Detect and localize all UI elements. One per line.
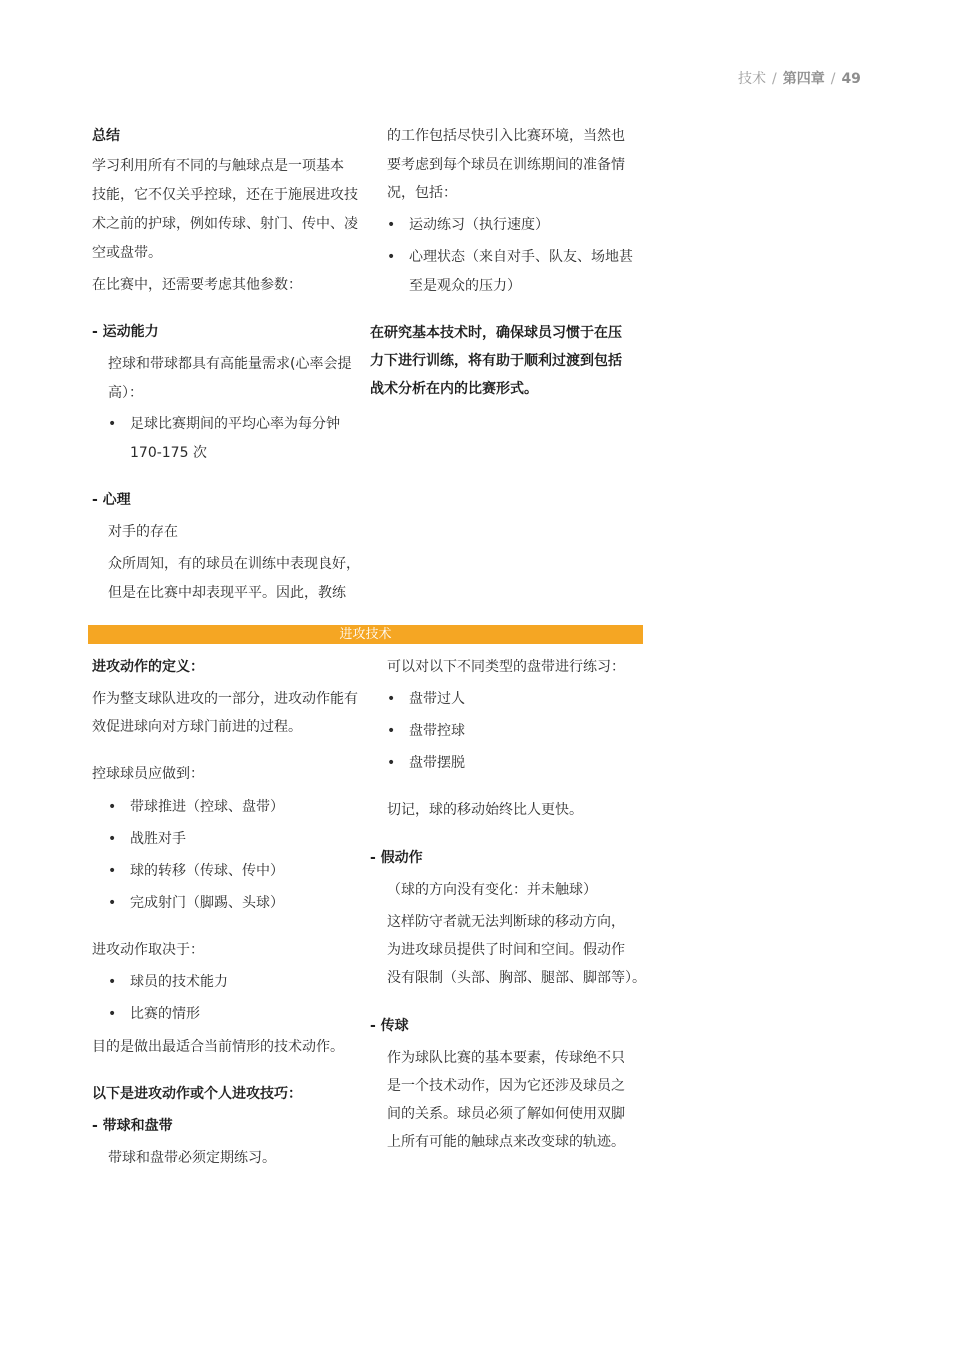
definition-text: 作为整支球队进攻的一部分，进攻动作能有: [92, 691, 358, 707]
bullet-icon: •: [108, 799, 117, 815]
passing-text: 是一个技术动作，因为它还涉及球员之: [387, 1078, 625, 1094]
bullet-icon: •: [108, 895, 117, 911]
chapter-label: 第四章: [782, 71, 825, 87]
psychology-text: 众所周知，有的球员在训练中表现良好，: [108, 556, 360, 572]
dribble-types-intro: 可以对以下不同类型的盘带进行练习：: [387, 659, 625, 675]
summary-text: 术之前的护球，例如传球、射门、传中、凌: [92, 216, 358, 232]
bullet-text: 盘带控球: [409, 723, 465, 739]
bullet-icon: •: [387, 249, 396, 265]
reminder-text: 切记，球的移动始终比人更快。: [387, 802, 583, 818]
subsection-title-feint: - 假动作: [370, 850, 423, 866]
bullet-text: 带球推进（控球、盘带）: [130, 799, 284, 815]
bullet-icon: •: [108, 1006, 117, 1022]
key-point-text: 在研究基本技术时，确保球员习惯于在压: [370, 325, 622, 341]
feint-text: 这样防守者就无法判断球的移动方向，: [387, 914, 625, 930]
bullet-text: 球员的技术能力: [130, 974, 228, 990]
passing-text: 间的关系。球员必须了解如何使用双脚: [387, 1106, 625, 1122]
summary-text: 学习利用所有不同的与触球点是一项基本: [92, 158, 344, 174]
bullet-text: 170-175 次: [130, 445, 207, 461]
should-intro: 控球球员应做到：: [92, 766, 204, 782]
passing-text: 上所有可能的触球点来改变球的轨迹。: [387, 1134, 625, 1150]
summary-text: 技能，它不仅关乎控球，还在于施展进攻技: [92, 187, 358, 203]
subsection-title-dribbling: - 带球和盘带: [92, 1118, 173, 1134]
header-separator: /: [772, 71, 777, 87]
page-number: 49: [841, 71, 861, 87]
feint-text: 没有限制（头部、胸部、腿部、脚部等）。: [387, 970, 646, 986]
bullet-text: 比赛的情形: [130, 1006, 200, 1022]
summary-heading: 总结: [92, 128, 120, 144]
header-separator: /: [830, 71, 836, 87]
key-point-text: 战术分析在内的比赛形式。: [370, 381, 538, 397]
bullet-icon: •: [108, 863, 117, 879]
bullet-text: 战胜对手: [130, 831, 186, 847]
bullet-icon: •: [387, 755, 396, 771]
continued-text: 的工作包括尽快引入比赛环境，当然也: [387, 128, 625, 144]
section-label: 技术: [738, 71, 766, 87]
bullet-text: 盘带摆脱: [409, 755, 465, 771]
feint-subtitle: （球的方向没有变化：并未触球）: [387, 882, 597, 898]
section-banner: 进攻技术: [88, 625, 643, 644]
passing-text: 作为球队比赛的基本要素，传球绝不只: [387, 1050, 625, 1066]
bullet-icon: •: [108, 974, 117, 990]
bullet-icon: •: [387, 723, 396, 739]
feint-text: 为进攻球员提供了时间和空间。假动作: [387, 942, 625, 958]
subsection-title-athletic: - 运动能力: [92, 324, 159, 340]
page-header: [738, 68, 861, 88]
bullet-text: 足球比赛期间的平均心率为每分钟: [130, 416, 340, 432]
depends-intro: 进攻动作取决于：: [92, 942, 204, 958]
bullet-icon: •: [108, 416, 117, 432]
psychology-text: 但是在比赛中却表现平平。因此，教练: [108, 585, 346, 601]
parameters-intro: 在比赛中，还需要考虑其他参数：: [92, 277, 302, 293]
bullet-text: 盘带过人: [409, 691, 465, 707]
bullet-icon: •: [108, 831, 117, 847]
dribbling-text: 带球和盘带必须定期练习。: [108, 1150, 276, 1166]
psychology-text: 对手的存在: [108, 524, 178, 540]
athletic-text: 高）：: [108, 385, 143, 401]
techniques-heading: 以下是进攻动作或个人进攻技巧：: [92, 1086, 302, 1102]
continued-text: 要考虑到每个球员在训练期间的准备情: [387, 157, 625, 173]
bullet-icon: •: [387, 217, 396, 233]
goal-text: 目的是做出最适合当前情形的技术动作。: [92, 1039, 344, 1055]
continued-text: 况，包括：: [387, 185, 457, 201]
subsection-title-passing: - 传球: [370, 1018, 409, 1034]
definition-heading: 进攻动作的定义：: [92, 659, 204, 675]
athletic-text: 控球和带球都具有高能量需求(心率会提: [108, 356, 352, 372]
subsection-title-psychology: - 心理: [92, 492, 131, 508]
bullet-text: 球的转移（传球、传中）: [130, 863, 284, 879]
definition-text: 效促进球向对方球门前进的过程。: [92, 719, 302, 735]
key-point-text: 力下进行训练，将有助于顺利过渡到包括: [370, 353, 622, 369]
bullet-text: 心理状态（来自对手、队友、场地甚: [409, 249, 633, 265]
summary-text: 空或盘带。: [92, 245, 162, 261]
bullet-text: 至是观众的压力）: [409, 278, 521, 294]
bullet-text: 运动练习（执行速度）: [409, 217, 549, 233]
bullet-icon: •: [387, 691, 396, 707]
bullet-text: 完成射门（脚踢、头球）: [130, 895, 284, 911]
